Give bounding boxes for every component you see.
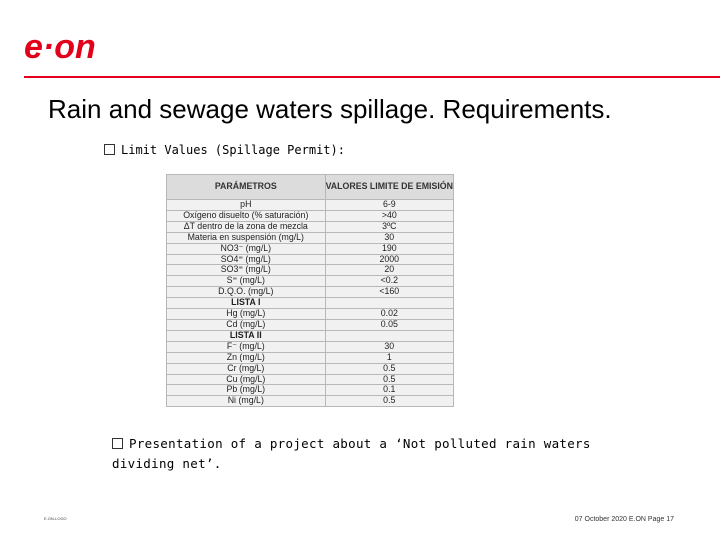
column-header-parameters: PARÁMETROS	[167, 175, 326, 200]
table-row	[167, 276, 454, 287]
parameter-cell: pH	[167, 200, 326, 211]
value-cell: 6-9	[325, 200, 453, 211]
value-cell: 0.5	[325, 396, 453, 407]
parameter-cell: LISTA I	[167, 298, 326, 309]
parameter-cell: Ni (mg/L)	[167, 396, 326, 407]
table-row	[167, 298, 454, 309]
bullet-presentation-text: Presentation of a project about a ‘Not polluted rain waters dividing net’.	[112, 436, 591, 471]
bullet-limit-values-text: Limit Values (Spillage Permit):	[121, 143, 345, 157]
parameter-cell: S⁼ (mg/L)	[167, 276, 326, 287]
table-row	[167, 309, 454, 320]
value-cell	[325, 330, 453, 341]
table-row	[167, 210, 454, 221]
bullet-box-icon	[104, 144, 115, 155]
parameter-cell: F⁻ (mg/L)	[167, 341, 326, 352]
table-row	[167, 243, 454, 254]
footer-page-info: 07 October 2020 E.ON Page 17	[574, 516, 674, 523]
parameter-cell: NO3⁻ (mg/L)	[167, 243, 326, 254]
value-cell: <0.2	[325, 276, 453, 287]
value-cell	[325, 298, 453, 309]
table-row	[167, 232, 454, 243]
value-cell: >40	[325, 210, 453, 221]
table-row	[167, 319, 454, 330]
table-body	[167, 200, 454, 407]
parameter-cell: Cr (mg/L)	[167, 363, 326, 374]
value-cell: 20	[325, 265, 453, 276]
value-cell: 0.02	[325, 309, 453, 320]
limit-values-table	[166, 174, 454, 407]
value-cell: 0.5	[325, 374, 453, 385]
table-row	[167, 200, 454, 211]
table-header-row	[167, 175, 454, 200]
column-header-limit-values: VALORES LIMITE DE EMISIÓN	[325, 175, 453, 200]
table-row	[167, 330, 454, 341]
bullet-box-icon	[112, 438, 123, 449]
parameter-cell: Materia en suspensión (mg/L)	[167, 232, 326, 243]
table-row	[167, 254, 454, 265]
table-row	[167, 221, 454, 232]
table-row	[167, 341, 454, 352]
value-cell: 1	[325, 352, 453, 363]
table-row	[167, 352, 454, 363]
parameter-cell: D.Q.O. (mg/L)	[167, 287, 326, 298]
parameter-cell: ΔT dentro de la zona de mezcla	[167, 221, 326, 232]
parameter-cell: LISTA II	[167, 330, 326, 341]
table-row	[167, 374, 454, 385]
table-row	[167, 396, 454, 407]
value-cell: 30	[325, 232, 453, 243]
header-rule	[24, 76, 720, 78]
bullet-limit-values	[104, 143, 345, 157]
table-row	[167, 385, 454, 396]
parameter-cell: SO3⁼ (mg/L)	[167, 265, 326, 276]
bullet-presentation	[112, 434, 612, 474]
value-cell: 0.05	[325, 319, 453, 330]
table-row	[167, 287, 454, 298]
parameter-cell: Cu (mg/L)	[167, 374, 326, 385]
limit-values-table-image	[166, 174, 454, 406]
value-cell: 2000	[325, 254, 453, 265]
parameter-cell: Zn (mg/L)	[167, 352, 326, 363]
parameter-cell: SO4⁼ (mg/L)	[167, 254, 326, 265]
logo-text: e·on	[24, 28, 96, 66]
parameter-cell: Pb (mg/L)	[167, 385, 326, 396]
footer-left: E.ON-LOGO	[44, 516, 67, 521]
value-cell: <160	[325, 287, 453, 298]
parameter-cell: Hg (mg/L)	[167, 309, 326, 320]
parameter-cell: Oxígeno disuelto (% saturación)	[167, 210, 326, 221]
value-cell: 3ºC	[325, 221, 453, 232]
value-cell: 0.5	[325, 363, 453, 374]
value-cell: 30	[325, 341, 453, 352]
table-row	[167, 265, 454, 276]
slide-title: Rain and sewage waters spillage. Requirements.	[48, 94, 612, 124]
parameter-cell: Cd (mg/L)	[167, 319, 326, 330]
value-cell: 190	[325, 243, 453, 254]
eon-logo	[24, 28, 124, 68]
table-row	[167, 363, 454, 374]
value-cell: 0.1	[325, 385, 453, 396]
eon-logo-mark	[24, 28, 124, 68]
